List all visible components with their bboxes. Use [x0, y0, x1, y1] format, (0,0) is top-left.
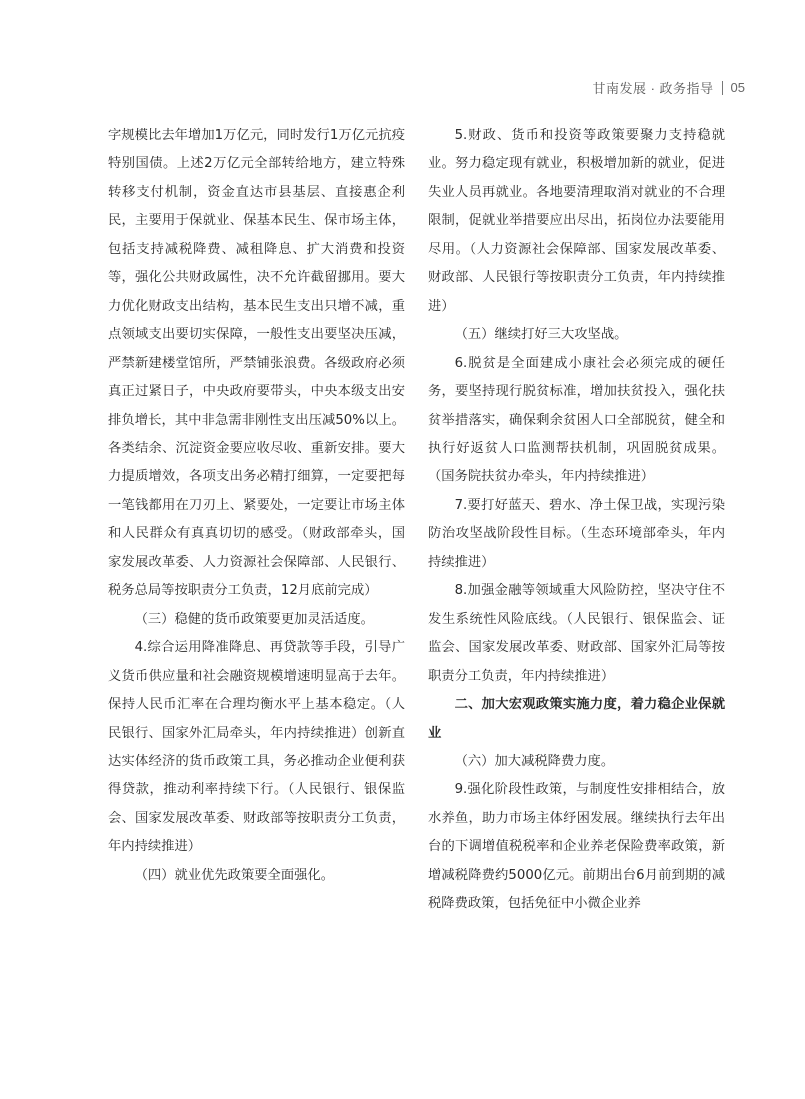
- paragraph: 8.加强金融等领域重大风险防控，坚决守住不发生系统性风险底线。（人民银行、银保监会、证监会、国家发展改革委、财政部、国家外汇局等按职责分工负责，年内持续推进）: [428, 583, 725, 684]
- paragraph: 7.要打好蓝天、碧水、净土保卫战，实现污染防治攻坚战阶段性目标。（生态环境部牵头，年内持续推进）: [428, 497, 725, 570]
- paragraph: 9.强化阶段性政策，与制度性安排相结合，放水养鱼，助力市场主体纾困发展。继续执行去年出台的下调增值税税率和企业养老保险费率政策，新增减税降费约5000亿元。前期出台6月前到期的减税降费政策，包括免征中小微企业养: [428, 782, 725, 912]
- header-divider: [722, 81, 723, 95]
- right-column: [428, 122, 725, 919]
- journal-title: 甘南发展 · 政务指导: [592, 81, 714, 96]
- section-heading: （六）加大减税降费力度。: [454, 753, 615, 769]
- section-heading: （五）继续打好三大攻坚战。: [454, 327, 628, 343]
- section-heading: （三）稳健的货币政策要更加灵活适度。: [134, 611, 374, 627]
- chapter-heading: 二、加大宏观政策实施力度，着力稳企业保就业: [428, 697, 725, 741]
- paragraph: 6.脱贫是全面建成小康社会必须完成的硬任务，要坚持现行脱贫标准，增加扶贫投入，强化扶贫举措落实，确保剩余贫困人口全部脱贫，健全和执行好返贫人口监测帮扶机制，巩固脱贫成果。（国务院扶贫办牵头，年内持续推进）: [428, 355, 725, 485]
- page-number: 05: [730, 80, 745, 95]
- section-heading: （四）就业优先政策要全面强化。: [134, 867, 335, 883]
- paragraph: 5.财政、货币和投资等政策要聚力支持稳就业。努力稳定现有就业，积极增加新的就业，促进失业人员再就业。各地要清理取消对就业的不合理限制，促就业举措要应出尽出，拓岗位办法要能用尽用。（人力资源社会保障部、国家发展改革委、财政部、人民银行等按职责分工负责，年内持续推进）: [428, 128, 725, 314]
- paragraph: 字规模比去年增加1万亿元，同时发行1万亿元抗疫特别国债。上述2万亿元全部转给地方，建立特殊转移支付机制，资金直达市县基层、直接惠企利民，主要用于保就业、保基本民生、保市场主体，包括支持减税降费、减租降息、扩大消费和投资等，强化公共财政属性，决不允许截留挪用。要大力优化财政支出结构，基本民生支出只增不减，重点领域支出要切实保障，一般性支出要坚决压减，严禁新建楼堂馆所，严禁铺张浪费。各级政府必须真正过紧日子，中央政府要带头，中央本级支出安排负增长，其中非急需非刚性支出压减50%以上。各类结余、沉淀资金要应收尽收、重新安排。要大力提质增效，各项支出务必精打细算，一定要把每一笔钱都用在刀刃上、紧要处，一定要让市场主体和人民群众有真真切切的感受。（财政部牵头，国家发展改革委、人力资源社会保障部、人民银行、税务总局等按职责分工负责，12月底前完成）: [108, 128, 405, 599]
- left-column: [108, 122, 405, 890]
- page-header: [592, 78, 745, 97]
- paragraph: 4.综合运用降准降息、再贷款等手段，引导广义货币供应量和社会融资规模增速明显高于去年。保持人民币汇率在合理均衡水平上基本稳定。（人民银行、国家外汇局牵头，年内持续推进）创新直达实体经济的货币政策工具，务必推动企业便利获得贷款，推动利率持续下行。（人民银行、银保监会、国家发展改革委、财政部等按职责分工负责，年内持续推进）: [108, 640, 405, 855]
